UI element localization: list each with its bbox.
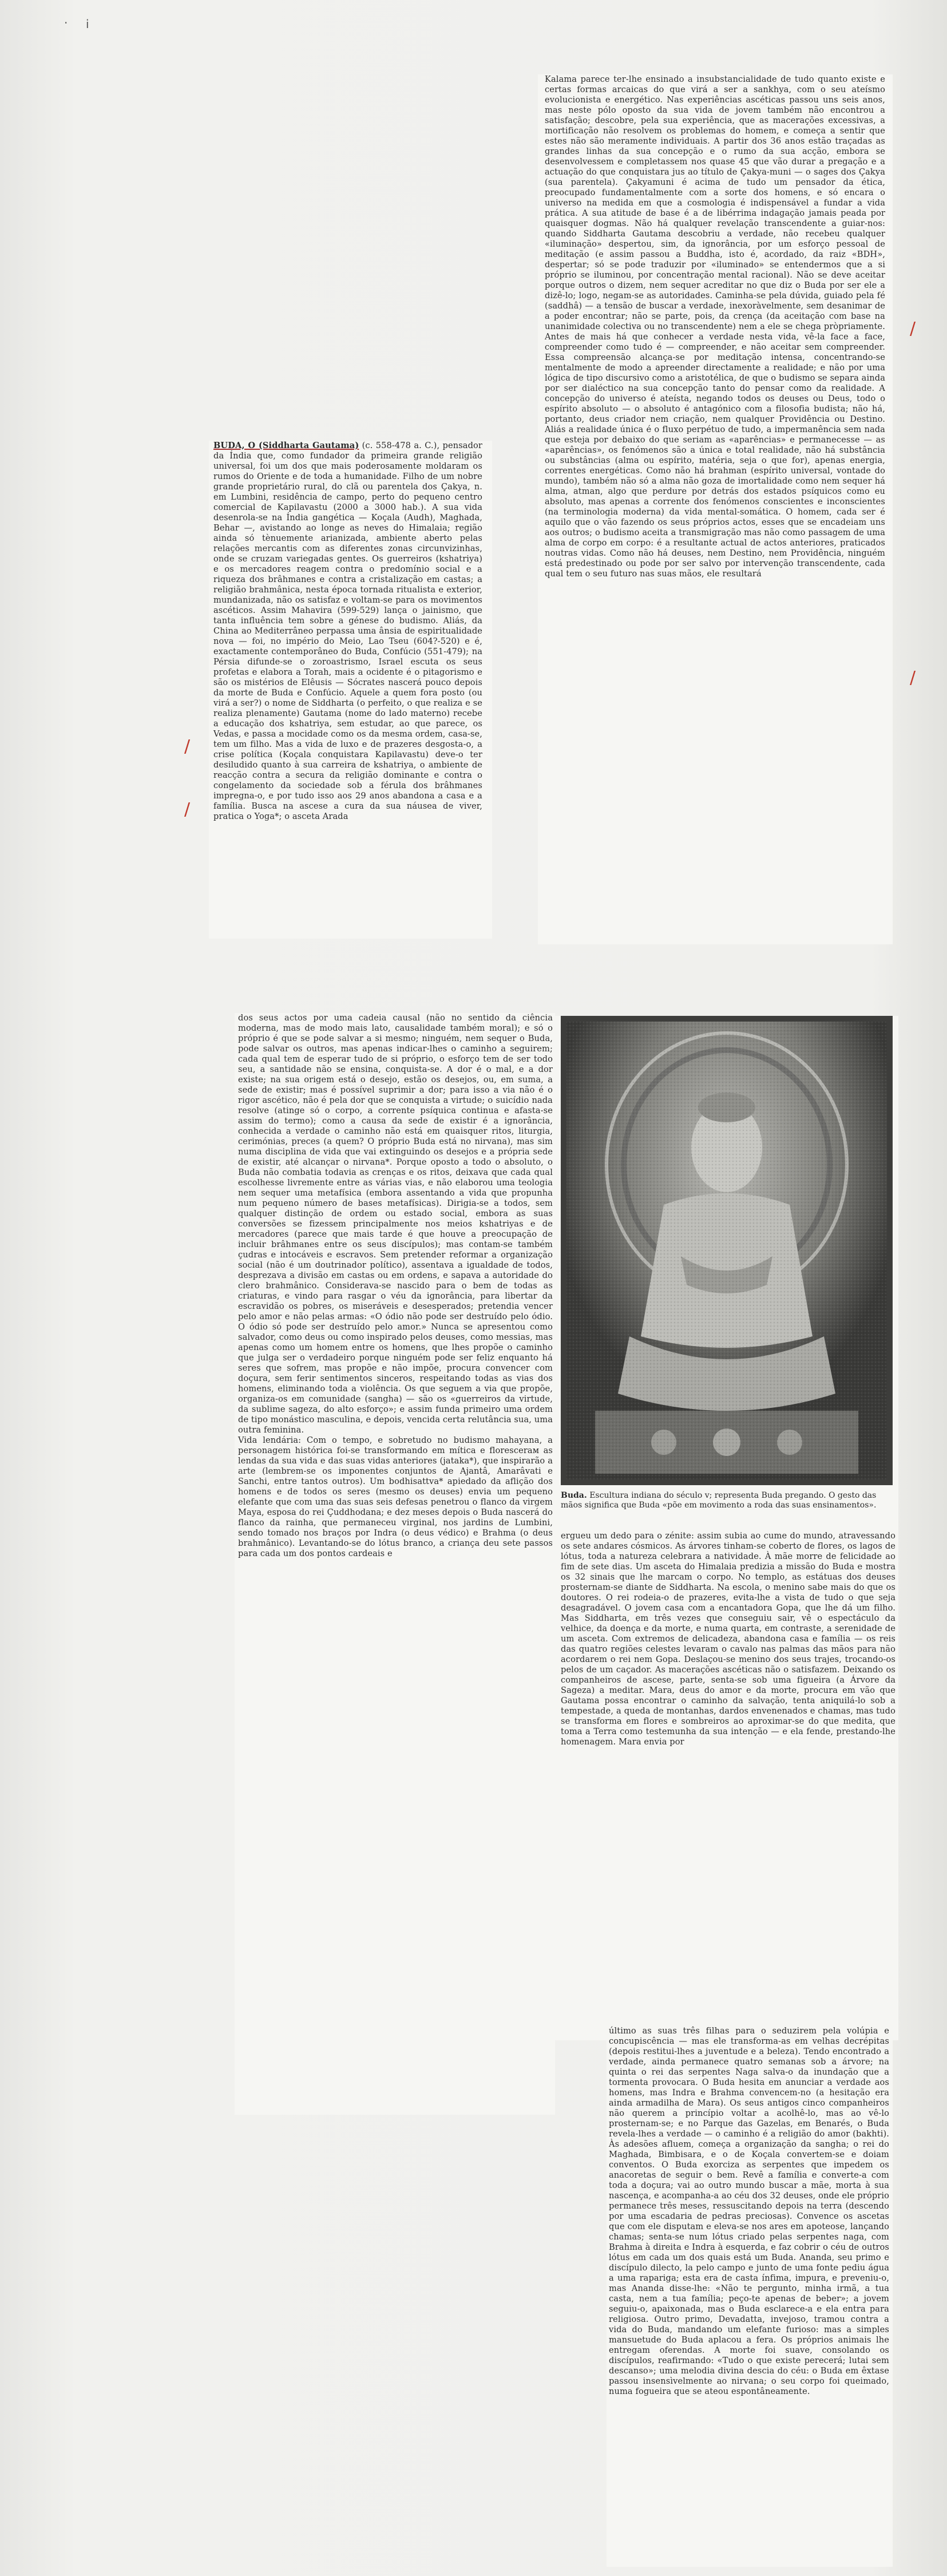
pen-mark: / — [910, 668, 916, 688]
scan-speck: · — [64, 16, 68, 30]
caption-text: Escultura indiana do século v; representa Buda pregando. O gesto das mãos significa que Buda «põe em movimento a roda das suas ensinamentos». — [561, 1491, 877, 1510]
buddha-sculpture-image — [561, 1016, 893, 1485]
buddha-sculpture-photo — [561, 1016, 893, 1485]
clipping-photo-and-column-4 — [555, 1016, 898, 2040]
article-column-5-text: último as suas três filhas para o seduzirem pela volúpia e concupiscência — mas ele transforma-as em velhas decrépitas (depois restitui-lhes a juventude e a beleza). Tendo encontrado a verdade, ainda permanece quatro semanas sob a árvore; na quinta o rei das serpentes Naga salva-o da inundação que a tormenta provocara. O Buda hesita em anunciar a verdade aos homens, mas Indra e Brahma convencem-no (a hesitação era ainda armadilha de Mara). Os seus antigos cinco companheiros não querem a princípio voltar a acolhê-lo, mas ao vê-lo prosternam-se; e no Parque das Gazelas, em Benarés, o Buda revela-lhes a verdade — o caminho é a religião do amor (bakhti). Às adesões afluem, começa a organização da sangha; o rei do Maghada, Bimbisara, e o de Koçala convertem-se e doiam conventos. O Buda exorciza as serpentes que impedem os anacoretas de seguir o bem. Revê a família e converte-a com toda a doçura; vai ao outro mundo buscar a mãe, morta à sua nascença, e acompanha-a ao céu dos 32 deuses, onde ele próprio permanece três meses, ressuscitando depois na terra (descendo por uma escadaria de pedras preciosas). Convence os ascetas que com ele disputam e eleva-se nos ares em apoteose, lançando chamas; senta-se num lótus criado pelas serpentes naga, com Brahma à direita e Indra à esquerda, e faz cobrir o céu de outros lótus em cada um dos quais está um Buda. Ananda, seu primo e discípulo dilecto, la pelo campo e junto de uma fonte pediu água a uma rapariga; esta era de casta ínfima, impura, e preveniu-o, mas Ananda disse-lhe: «Não te pergunto, minha irmã, a tua casta, nem a tua família; peço-te apenas de beber»; a jovem seguiu-o, apaixonada, mas o Buda esclarece-a e ela entra para religiosa. Outro primo, Devadatta, invejoso, tramou contra a vida do Buda, mandando um elefante furioso: mas a simples mansuetude do Buda aplacou a fera. Os próprios animais lhe entregam oferendas. A morte foi suave, consolando os discípulos, reafirmando: «Tudo o que existe perecerá; lutai sem descanso»; uma melodia divina descia do céu: o Buda em êxtase passou insensìvelmente ao nirvana; o seu corpo foi queimado, numa fogueira que se ateou espontâneamente. — [609, 2026, 889, 2396]
article-column-4-text: ergueu um dedo para o zénite: assim subia ao cume do mundo, atravessando os sete andares cósmicos. As árvores tinham-se coberto de flores, os lagos de lótus, toda a natureza celebrara a natividade. À mãe morre de felicidade ao fim de sete dias. Um asceta do Himalaia predizia a missão do Buda e mostra os 32 sinais que lhe marcam o corpo. No templo, as estátuas dos deuses prosternam-se diante de Siddharta. Na escola, o menino sabe mais do que os doutores. O rei rodeia-o de prazeres, evita-lhe a vista de tudo o que seja desagradável. O jovem casa com a encantadora Gopa, que lhe dá um filho. Mas Siddharta, em três vezes que conseguiu sair, vê o espectáculo da velhice, da doença e da morte, e numa quarta, em contraste, a serenidade de um asceta. Com extremos de delicadeza, abandona casa e família — os reis das quatro regiões celestes levaram o cavalo nas palmas das mãos para não acordarem o rei nem Gopa. Deslaçou-se menino dos seus trajes, trocando-os pelos de um caçador. As macerações ascéticas não o satisfazem. Deixando os companheiros de ascese, parte, senta-se sob uma figueira (a Árvore da Sageza) a meditar. Mara, deus do amor e da morte, procura em vão que Gautama possa encontrar o caminho da salvação, tenta aniquilá-lo sob a tempestade, a queda de montanhas, dardos envenenados e chamas, mas tudo se transforma em flores e sombreiros ao aproximar-se do que medita, que toma a Terra como testemunha da sua intenção — e ela fende, prestando-lhe homenagem. Mara envia por — [561, 1531, 896, 1747]
caption-title: Buda. — [561, 1491, 587, 1500]
photo-caption — [561, 1491, 893, 1510]
article-column-1 — [213, 441, 482, 822]
article-column-1-text: (c. 558-478 a. C.), pensador da Índia que, como fundador da primeira grande religião universal, foi um dos que mais poderosamente moldaram os rumos do Oriente e de toda a humanidade. Filho de um nobre grande proprietário rural, do clã ou parentela dos Çakya, n. em Lumbini, residência de campo, perto do pequeno centro comercial de Kapilavastu (2000 a 3000 hab.). A sua vida desenrola-se na Índia gangética — Koçala (Audh), Maghada, Behar —, avistando ao longe as neves do Himalaia; região ainda só tènuemente arianizada, ambiente aberto pelas relações mercantis com as diferentes zonas circunvizinhas, onde se cruzam variegadas gentes. Os guerreiros (kshatriya) e os mercadores reagem contra o predomínio social e a riqueza dos brâhmanes e contra a cristalização em castas; a religião brahmânica, nesta época tornada ritualista e exterior, mundanizada, não os satisfaz e voltam-se para os movimentos ascéticos. Assim Mahavira (599-529) lança o jainismo, que tanta influência tem sobre a génese do budismo. Aliás, da China ao Mediterrâneo perpassa uma ânsia de espiritualidade nova — foi, no império do Meio, Lao Tseu (604?-520) e é, exactamente contemporâneo do Buda, Confúcio (551-479); na Pérsia difunde-se o zoroastrismo, Israel escuta os seus profetas e elabora a Torah, mais a ocidente é o pitagorismo e são os mistérios de Elêusis — Sócrates nascerá pouco depois da morte de Buda e Confúcio. Aquele a quem fora posto (ou virá a ser?) o nome de Siddharta (o perfeito, o que realiza e se realiza plenamente) Gautama (nome do lado materno) recebe a educação dos kshatriya, sem estudar, ao que parece, os Vedas, e passa a mocidade como os da mesma ordem, casa-se, tem um filho. Mas a vida de luxo e de prazeres desgosta-o, a crise política (Koçala conquistara Kapilavastu) deve-o ter desiludido quanto à sua carreira de kshatriya, o ambiente de reacção contra a secura da religião dominante e contra o congelamento da sociedade sob a férula dos brâhmanes impregna-o, e por tudo isso aos 29 anos abandona a casa e a família. Busca na ascese a cura da sua náusea de viver, pratica o Yoga*; o asceta Arada — [213, 441, 482, 821]
entry-headword: BUDA, O (Siddharta Gautama) — [213, 441, 359, 450]
clipping-article-column-2 — [538, 74, 893, 944]
pen-mark: / — [910, 319, 916, 339]
pen-mark: / — [184, 737, 191, 757]
scan-speck: ⅰ — [86, 17, 89, 31]
pen-mark: / — [184, 800, 191, 820]
clipping-article-column-5 — [607, 2026, 893, 2567]
article-column-3-text: dos seus actos por uma cadeia causal (não no sentido da ciência moderna, mas de modo mais lato, causalidade também moral); e só o próprio é que se pode salvar a si mesmo; ninguém, nem sequer o Buda, pode salvar os outros, mas apenas indicar-lhes o caminho a seguirem; cada qual tem de esperar tudo de si próprio, o esforço tem de ser todo seu, a santidade não se ensina, conquista-se. A dor é o mal, e a dor existe; na sua origem está o desejo, estão os desejos, ou, em suma, a sede de existir; mas é possível suprimir a dor; para isso a via não é o rigor ascético, não é pela dor que se conquista a virtude; o suicídio nada resolve (atinge só o corpo, a corrente psíquica continua e afasta-se assim do termo); como a causa da sede de existir é a ignorância, conhecida a verdade o caminho não está em quaisquer ritos, liturgia, cerimónias, preces (a quem? O próprio Buda está no nirvana), mas sim numa disciplina de vida que vai extinguindo os desejos e a própria sede de existir, até alcançar o nirvana*. Porque oposto a todo o absoluto, o Buda não combatia todavia as crenças e os ritos, deixava que cada qual escolhesse livremente entre as várias vias, e não elaborou uma teologia nem sequer uma metafísica (embora assentando a vida que propunha num pequeno número de bases metafísicas). Dirigia-se a todos, sem qualquer distinção de ordem ou estado social, embora as suas conversões se fizessem principalmente nos meios kshatriyas e de mercadores (parece que mais tarde é que houve a preocupação de incluir brâhmanes entre os seus discípulos); mas contam-se também çudras e intocáveis e escravos. Sem pretender reformar a organização social (não é um doutrinador político), assentava a igualdade de todos, desprezava a divisão em castas ou em ordens, e sapava a autoridade do clero brahmânico. Considerava-se nascido para o bem de todas as criaturas, e vindo para rasgar o véu da ignorância, para libertar da escravidão os pobres, os miseráveis e desesperados; pretendia vencer pelo amor e não pelas armas: «O ódio não pode ser destruído pelo ódio. O ódio só pode ser destruído pelo amor.» Nunca se apresentou como salvador, como deus ou como inspirado pelos deuses, como messias, mas apenas como um homem entre os homens, que lhes propõe o caminho que julga ser o verdadeiro porque ninguém pode ser feliz enquanto há seres que sofrem, mas propõe e não impõe, procura convencer com doçura, sem ferir sentimentos sinceros, respeitando todas as vias dos homens, eliminando toda a violência. Os que seguem a via que propõe, organiza-os em comunidade (sangha) — são os «guerreiros da virtude, da sublime sageza, do alto esforço»; e assim funda primeiro uma ordem de tipo monástico masculina, e depois, vencida certa relutância sua, uma outra feminina. Vida lendária: Com o tempo, e sobretudo no budismo mahayana, a personagem histórica foi-se transformando em mítica e florescerам as lendas da sua vida e das suas vidas anteriores (jataka*), que inspirarão a arte (lembrem-se os imponentes conjuntos de Ajantâ, Amarâvati e Sanchi, entre tantos outros). Um bodhisattva* apiedado da aflição dos homens e de todos os seres (mesmo os deuses) envia um pequeno elefante que com uma das suas seis defesas penetrou o flanco da virgem Maya, esposa do rei Çuddhodana; e dez meses depois o Buda nascerá do flanco da rainha, que permaneceu virginal, nos jardins de Lumbini, sendo tomado nos braços por Indra (o deus védico) e Brahma (o deus brahmânico). Levantando-se do lótus branco, a criança deu sete passos para cada um dos pontos cardeais e — [238, 1013, 553, 1558]
clipping-article-start — [209, 441, 492, 939]
article-column-2-text: Kalama parece ter-lhe ensinado a insubstancialidade de tudo quanto existe e certas formas arcaicas do que virá a ser a sankhya, com o seu ateísmo evolucionista e energético. Nas experiências ascéticas passou uns seis anos, mas neste pólo oposto da sua vida de jovem também não encontrou a satisfação; descobre, pela sua experiência, que as macerações excessivas, a mortificação não resolvem os problemas do homem, e começa a sentir que estes não são meramente individuais. A partir dos 36 anos estão traçadas as grandes linhas da sua concepção e o rumo da sua acção, embora se desenvolvessem e completassem nos quase 45 que vão durar a pregação e a actuação do que conquistara jus ao título de Çakya-muni — o sages dos Çakya (sua parentela). Çakyamuni é acima de tudo um pensador da ética, preocupado fundamentalmente com a sorte dos homens, e só encara o universo na medida em que a cosmologia é indispensável a fundar a vida prática. A sua atitude de base é a de libérrima indagação jamais peada por quaisquer dogmas. Não há qualquer revelação transcendente a guiar-nos: quando Siddharta Gautama descobriu a verdade, não recebeu qualquer «iluminação» despertou, sim, da ignorância, por um esforço pessoal de meditação (e assim passou a Buddha, isto é, acordado, da raiz «BDH», despertar; só se pode traduzir por «iluminado» se entendermos que a si próprio se iluminou, por concentração mental racional). Não se deve aceitar porque outros o dizem, nem sequer acreditar no que diz o Buda por ser ele a dizê-lo; logo, negam-se as autoridades. Caminha-se pela dúvida, guiado pela fé (saddhâ) — a tensão de buscar a verdade, inexoràvelmente, sem desanimar de a poder encontrar; não se parte, pois, da crença (da aceitação com base na unanimidade colectiva ou no transcendente) nem a ele se chega pròpriamente. Antes de mais há que conhecer a verdade nesta vida, vê-la face a face, compreender como tudo é — compreender, e não aceitar sem compreender. Essa compreensão alcança-se por meditação intensa, concentrando-se mentalmente de modo a apreender directamente a realidade; e não por uma lógica de tipo discursivo como a aristotélica, de que o budismo se separa ainda por ser dialéctico na sua concepção tanto do pensar como da realidade. A concepção do universo é ateísta, negando todos os deuses ou Deus, todo o espírito absoluto — o absoluto é antagónico com a filosofia budista; não há, portanto, deus criador nem criação, nem qualquer Providência ou Destino. Aliás a realidade única é o fluxo perpétuo de tudo, a impermanência sem nada que esteja por debaixo do que seriam as «aparências» e permanecesse — as «aparências», os fenómenos são a única e total realidade, não há substância ou substâncias (alma ou espírito, matéria, seja o que for), apenas energia, correntes energéticas. Como não há brahman (espírito universal, vontade do mundo), também não só a alma não goza de imortalidade como nem sequer há alma, atman, algo que perdure por detrás dos estados psíquicos como eu absoluto, mas apenas a corrente dos fenómenos conscientes e inconscientes (na terminologia moderna) da vida mental-somática. O homem, cada ser é aquilo que o vão fazendo os seus próprios actos, esses que se encadeiam uns aos outros; o budismo aceita a transmigração mas não como passagem de uma alma de corpo em corpo: é a resultante actual de actos anteriores, praticados noutras vidas. Como não há deuses, nem Destino, nem Providência, ninguém está predestinado ou pode por ser salvo por intervenção transcendente, cada qual tem o seu futuro nas suas mãos, ele resultará — [545, 74, 885, 579]
clipping-article-column-3 — [235, 1013, 555, 2115]
